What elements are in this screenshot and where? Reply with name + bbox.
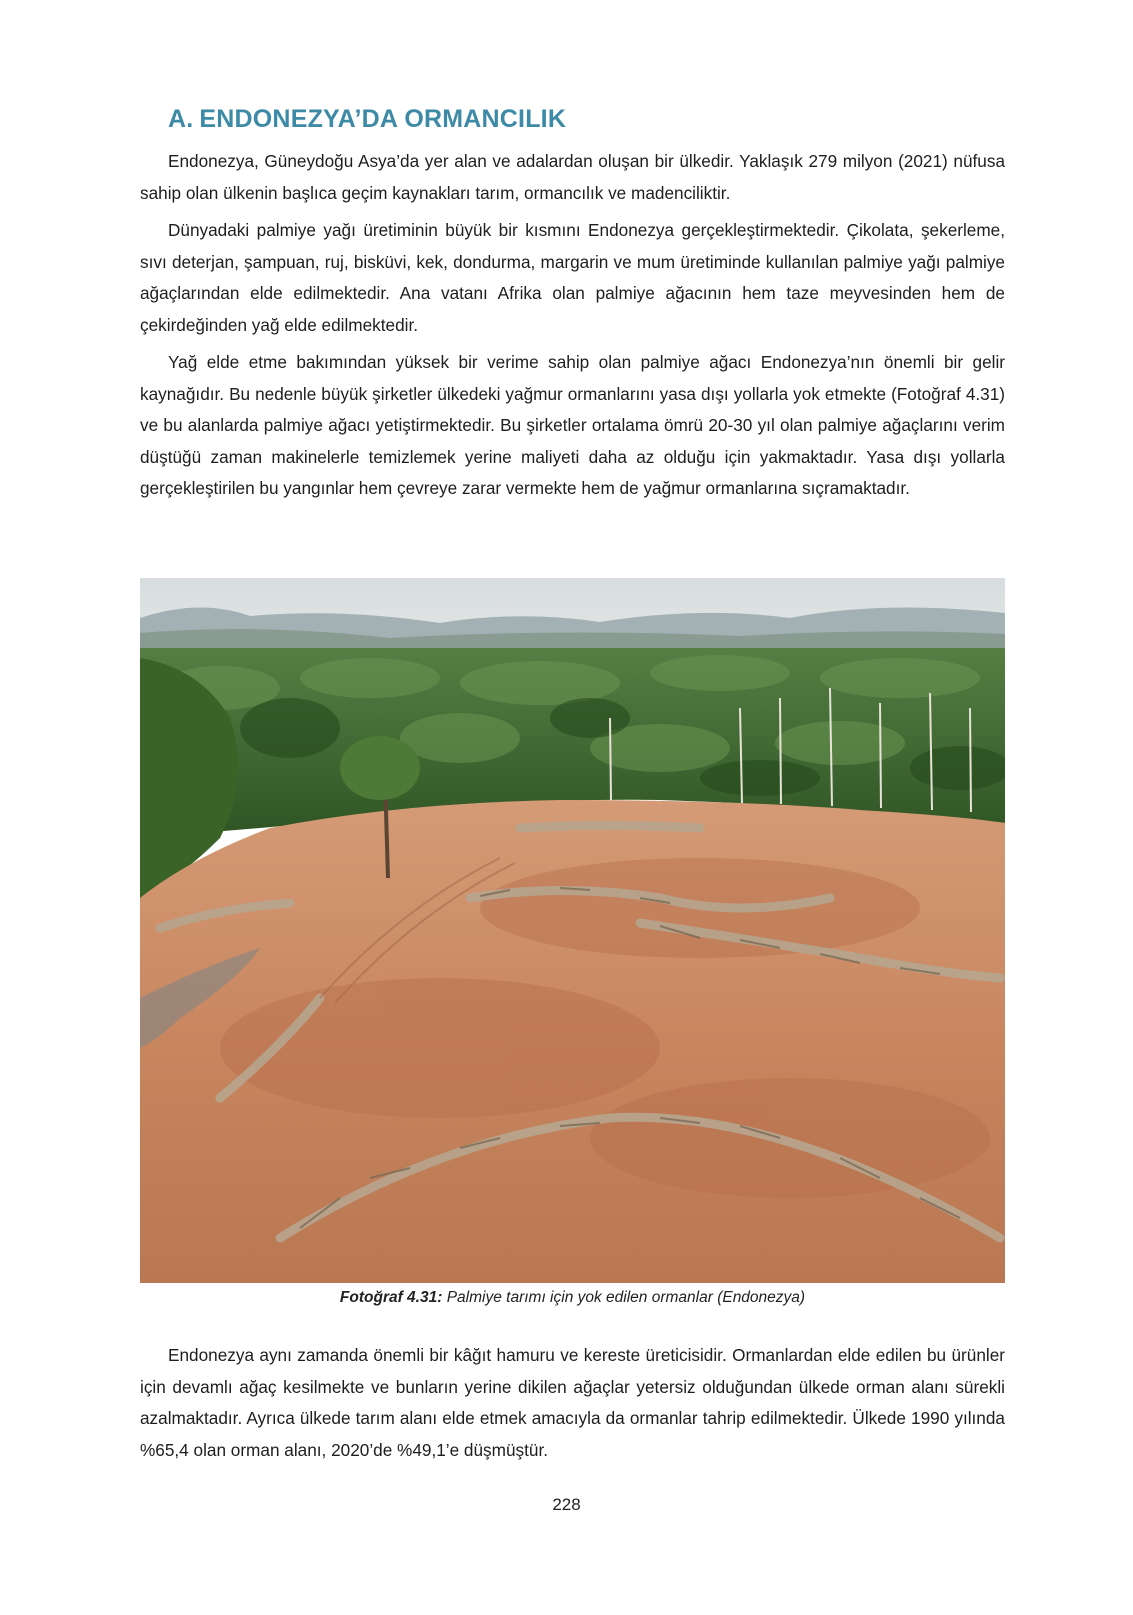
- section-heading: [168, 105, 566, 134]
- body-text-top: [140, 146, 1005, 511]
- paragraph: Endonezya, Güneydoğu Asya’da yer alan ve adalardan oluşan bir ülkedir. Yaklaşık 279 milyon (2021) nüfusa sahip olan ülkenin başlıca geçim kaynakları tarım, ormancılık ve madenciliktir.: [140, 151, 1005, 203]
- figure-caption: [140, 1289, 1005, 1307]
- photo-illustration: [140, 578, 1005, 1283]
- caption-label: Fotoğraf 4.31:: [339, 1289, 443, 1306]
- caption-text: Palmiye tarımı için yok edilen ormanlar (Endonezya): [446, 1289, 806, 1306]
- paragraph: Endonezya aynı zamanda önemli bir kâğıt hamuru ve kereste üreticisidir. Ormanlardan elde edilen bu ürünler için devamlı ağaç kesilmekte ve bunların yerine dikilen ağaçlar yetersiz olduğundan ülkede orman alanı sürekli azalmaktadır. Ayrıca ülkede tarım alanı elde etmek amacıyla da ormanlar tahrip edilmektedir. Ülkede 1990 yılında %65,4 olan orman alanı, 2020’de %49,1’e düşmüştür.: [140, 1345, 1005, 1460]
- paragraph: Yağ elde etme bakımından yüksek bir verime sahip olan palmiye ağacı Endonezya’nın önemli bir gelir kaynağıdır. Bu nedenle büyük şirketler ülkedeki yağmur ormanlarını yasa dışı yollarla yok etmekte (Fotoğraf 4.31) ve bu alanlarda palmiye ağacı yetiştirmektedir. Bu şirketler ortalama ömrü 20-30 yıl olan palmiye ağaçlarını verim düştüğü zaman makinelerle temizlemek yerine maliyeti daha az olduğu için yakmaktadır. Yasa dışı yollarla gerçekleştirilen bu yangınlar hem çevreye zarar vermekte hem de yağmur ormanlarına sıçramaktadır.: [140, 352, 1005, 498]
- paragraph: Dünyadaki palmiye yağı üretiminin büyük bir kısmını Endonezya gerçekleştirmektedir. Çikolata, şekerleme, sıvı deterjan, şampuan, ruj, bisküvi, kek, dondurma, margarin ve mum üretiminde kullanılan palmiye yağı palmiye ağaçlarından elde edilmektedir. Ana vatanı Afrika olan palmiye ağacının hem taze meyvesinden hem de çekirdeğinden yağ elde edilmektedir.: [140, 220, 1005, 335]
- lone-tree-crown: [340, 736, 420, 800]
- deforestation-photo: [140, 578, 1005, 1283]
- section-letter: A.: [168, 105, 194, 133]
- page-number: 228: [552, 1495, 581, 1514]
- body-text-bottom: [140, 1340, 1005, 1472]
- section-title: ENDONEZYA’DA ORMANCILIK: [199, 105, 567, 133]
